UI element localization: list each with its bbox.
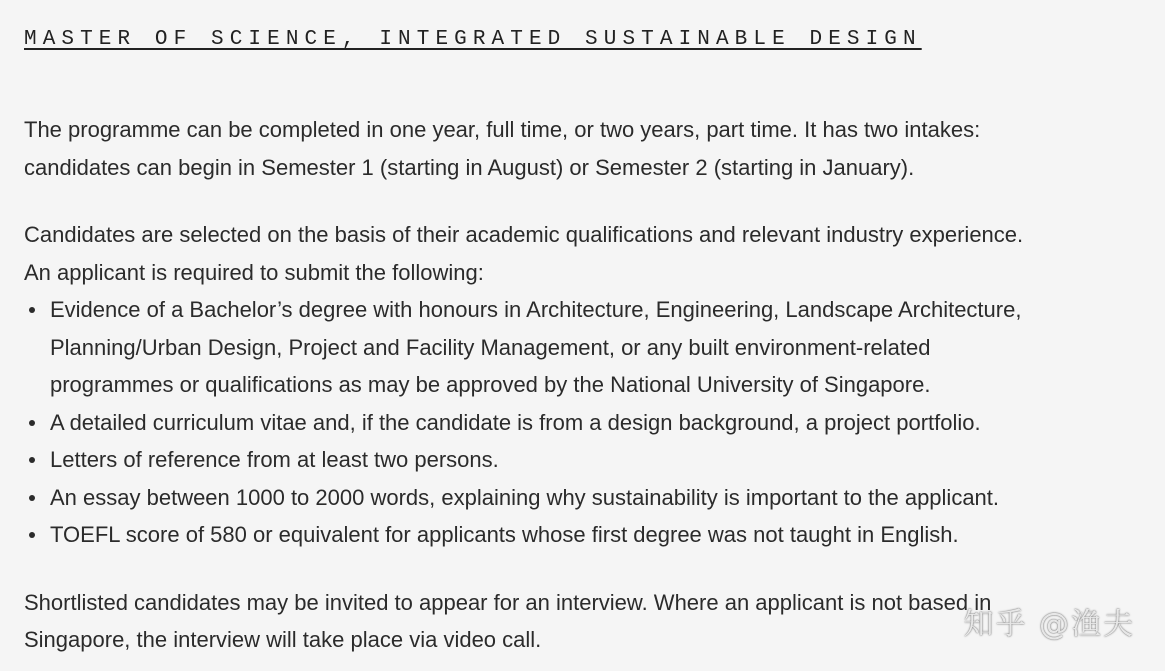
list-item	[50, 291, 1154, 404]
list-item-line: TOEFL score of 580 or equivalent for applicants whose first degree was not taught in English.	[50, 522, 959, 547]
intro-line-2: candidates can begin in Semester 1 (starting in August) or Semester 2 (starting in January).	[24, 154, 915, 180]
bullet-icon	[29, 495, 35, 501]
list-item-line: Letters of reference from at least two persons.	[50, 447, 499, 472]
list-item	[50, 479, 1154, 517]
list-item-line: Planning/Urban Design, Project and Facility Management, or any built environment-related	[50, 334, 931, 360]
closing-line-2: Singapore, the interview will take place via video call.	[24, 627, 542, 652]
bullet-icon	[29, 532, 35, 538]
requirements-list	[24, 291, 1154, 554]
page-heading: MASTER OF SCIENCE, INTEGRATED SUSTAINABLE DESIGN	[24, 28, 922, 51]
list-item	[50, 516, 1154, 554]
list-item-line: An essay between 1000 to 2000 words, explaining why sustainability is important to the applicant.	[50, 484, 1000, 510]
bullet-icon	[29, 307, 35, 313]
closing-paragraph	[24, 584, 1154, 659]
list-item-line: A detailed curriculum vitae and, if the candidate is from a design background, a project portfolio.	[50, 409, 981, 435]
list-item	[50, 404, 1154, 442]
selection-paragraph	[24, 216, 1154, 291]
closing-line-1: Shortlisted candidates may be invited to appear for an interview. Where an applicant is not based in	[24, 589, 992, 615]
list-item-line: Evidence of a Bachelor’s degree with honours in Architecture, Engineering, Landscape Architecture,	[50, 297, 1022, 322]
bullet-icon	[29, 457, 35, 463]
list-item-line: programmes or qualifications as may be approved by the National University of Singapore.	[50, 372, 931, 397]
list-item	[50, 441, 1154, 479]
content-body	[24, 111, 1154, 659]
bullet-icon	[29, 420, 35, 426]
intro-paragraph	[24, 111, 1154, 186]
intro-line-1: The programme can be completed in one year, full time, or two years, part time. It has two intakes:	[24, 117, 981, 142]
selection-line-2: An applicant is required to submit the following:	[24, 259, 484, 285]
watermark: 知乎 @渔夫	[963, 607, 1135, 642]
selection-line-1: Candidates are selected on the basis of their academic qualifications and relevant industry experience.	[24, 222, 1024, 247]
